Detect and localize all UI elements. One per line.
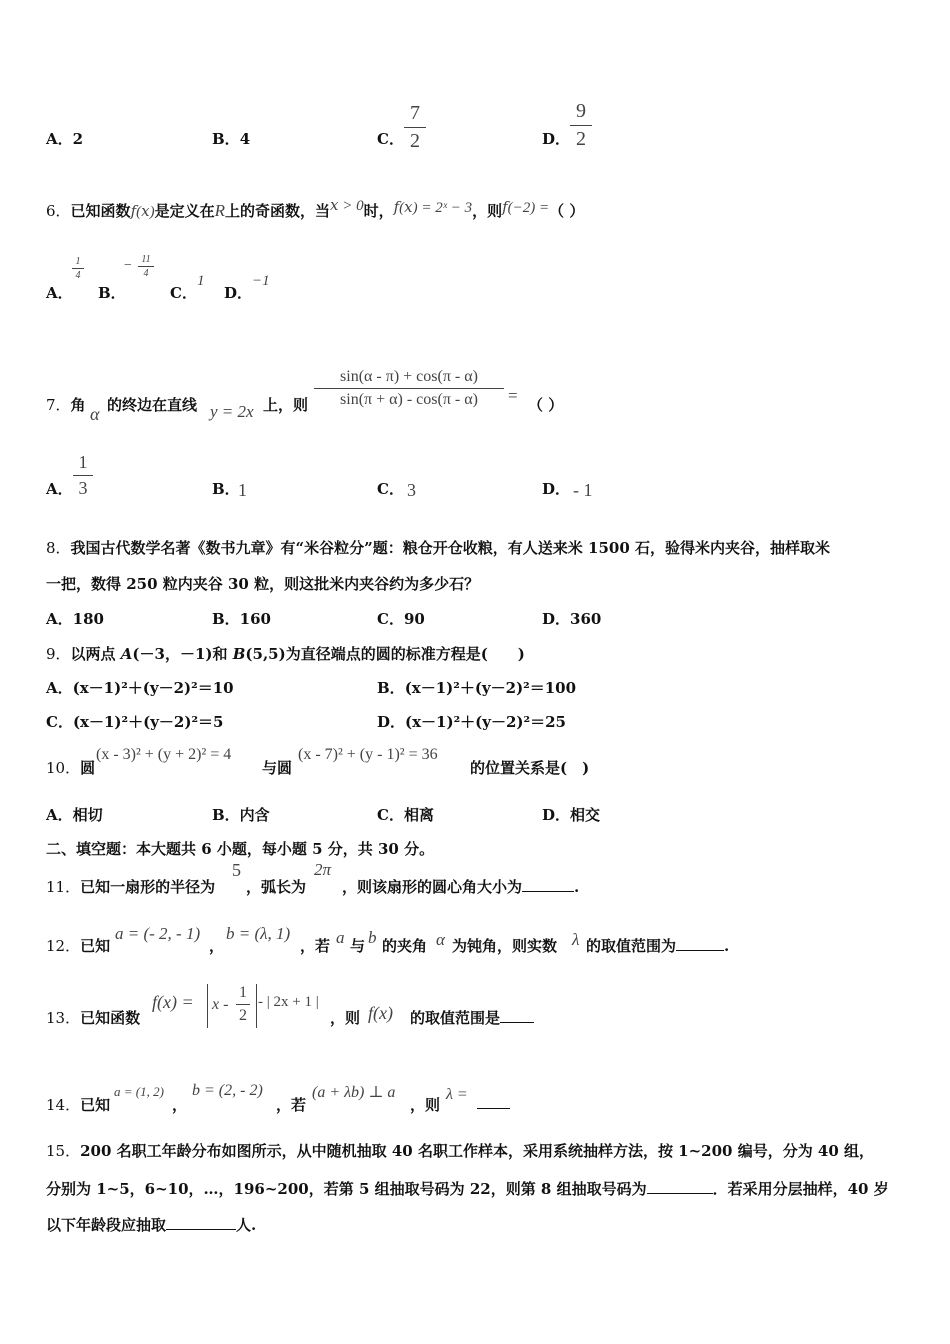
q11-arc (314, 860, 331, 880)
q5-option-d (542, 128, 570, 149)
option-label: A． (46, 480, 73, 498)
option-text: A．180 (46, 610, 104, 628)
q7-option-b (212, 478, 240, 499)
text: 我国古代数学名著《数书九章》有“米谷粒分”题：粮仓开仓收粮，有人送来米 1500 石，验得米内夹谷，抽样取米 (70, 539, 831, 557)
q7-stem-left (46, 394, 86, 415)
text: ，则 (410, 1096, 441, 1114)
text: 已知函数 (80, 1009, 141, 1027)
answer-blank[interactable] (477, 1094, 510, 1109)
math-lambda: λ (572, 930, 580, 949)
text: 人. (236, 1216, 257, 1234)
q9-option-b (377, 677, 576, 698)
numerator: sin(α - π) + cos(π - α) (340, 368, 478, 385)
q7-stem-mid (107, 394, 197, 415)
q13-fx (368, 1003, 393, 1024)
option-label: C． (377, 130, 404, 148)
answer-blank[interactable] (522, 877, 574, 892)
option-value: 1 (238, 480, 247, 500)
math-circle-2: (x - 7)² + (y - 1)² = 36 (298, 746, 438, 763)
q15-stem-line1 (46, 1140, 874, 1161)
math-vector-b: b = (2, - 2) (192, 1082, 263, 1099)
q8-option-d (542, 608, 601, 629)
option-label: C． (46, 713, 73, 731)
text: 已知 (80, 1096, 111, 1114)
text: 圆 (80, 759, 96, 777)
minus-sign: − (124, 258, 132, 273)
option-label: A． (46, 284, 73, 302)
answer-blank[interactable] (166, 1215, 236, 1230)
q12-lambda (572, 930, 579, 950)
math-vector-a: a = (- 2, - 1) (115, 924, 201, 943)
text: 上的奇函数，当 (224, 202, 330, 220)
denominator: 2 (239, 1007, 247, 1024)
text: （ ） (549, 202, 585, 220)
q7-paren (528, 394, 563, 415)
q11-stem-right (342, 876, 579, 897)
text: ，弧长为 (246, 878, 307, 896)
section-title: 二、填空题：本大题共 6 小题，每小题 5 分，共 30 分。 (46, 840, 435, 858)
option-value: 1 (197, 273, 205, 289)
denominator: 2 (410, 130, 420, 152)
q7-option-d-value (573, 480, 593, 501)
option-value: −1 (252, 273, 270, 289)
numerator: 1 (75, 256, 81, 267)
q10-stem-right (470, 757, 589, 778)
q7-option-a-fraction (73, 452, 93, 499)
q9-stem (46, 643, 525, 664)
text: 200 名职工年龄分布如图所示，从中随机抽取 40 名职工作样本，采用系统抽样方法，按 1~200 编号，分为 40 组， (80, 1142, 875, 1160)
q12-stem-left (46, 935, 110, 956)
math-circle-1: (x - 3)² + (y + 2)² = 4 (96, 746, 232, 763)
answer-blank[interactable] (647, 1179, 713, 1194)
math-line: y = 2x (210, 402, 254, 421)
text: ，则 (330, 1009, 361, 1027)
text: 时， (363, 202, 394, 220)
q8-stem-line1 (46, 537, 830, 558)
question-number: 12． (46, 937, 81, 955)
option-text: B．160 (212, 610, 271, 628)
q15-stem-line2 (46, 1178, 889, 1199)
option-value: (x－1)²＋(y－2)²＝100 (404, 679, 577, 697)
text: 为钝角，则实数 (452, 937, 558, 955)
math-alpha: α (90, 404, 100, 424)
q15-stem-line3 (46, 1214, 256, 1235)
text: 一把，数得 250 粒内夹谷 30 粒，则这批米内夹谷约为多少石？ (46, 575, 480, 593)
q10-circle-2 (298, 746, 438, 764)
q7-option-d (542, 478, 570, 499)
math-abs-2x-plus-1: - | 2x + 1 | (258, 994, 319, 1010)
option-label: B． (212, 130, 240, 148)
text: ．若采用分层抽样，40 岁 (712, 1180, 889, 1198)
option-text: C．90 (377, 610, 425, 628)
option-text: D．360 (542, 610, 602, 628)
q12-alpha (436, 930, 445, 950)
numerator: 1 (78, 452, 88, 472)
math-condition: 𝑥 > 0 (330, 198, 364, 214)
math-vector-b: b = (λ, 1) (226, 924, 291, 943)
q6-option-a-fraction (72, 256, 84, 281)
text: ，若 (276, 1096, 307, 1114)
answer-blank[interactable] (676, 936, 724, 951)
q7-option-a (46, 478, 73, 499)
option-label: B． (98, 284, 126, 302)
text: ，若 (300, 937, 331, 955)
math-fx: f(x) = (152, 992, 194, 1012)
math-definition: 𝑓(𝑥) = 2ˣ − 3 (393, 200, 473, 216)
equals-sign: = (508, 386, 518, 405)
point-a: A (120, 645, 133, 663)
text: ， (172, 1096, 188, 1114)
math-ask: 𝑓(−2) = (502, 200, 550, 216)
q14-condition (312, 1082, 395, 1102)
option-label: D． (224, 284, 253, 302)
q13-stem-left (46, 1007, 140, 1028)
text: 已知函数 (70, 202, 131, 220)
option-label: D． (542, 130, 571, 148)
q8-stem-line2 (46, 573, 479, 594)
question-number: 7． (46, 396, 71, 414)
text: (－3，－1)和 (132, 645, 233, 663)
text: 与 (350, 937, 366, 955)
text: . (724, 937, 730, 955)
q7-alpha (90, 404, 99, 425)
text: 与圆 (262, 759, 293, 777)
q12-vector-b (226, 924, 290, 944)
question-number: 8． (46, 539, 71, 557)
numerator: 11 (141, 254, 151, 265)
text: ，则 (472, 202, 503, 220)
q7-line (210, 402, 254, 422)
q14-vector-a (114, 1084, 164, 1100)
option-label: D． (377, 713, 406, 731)
q13-half-fraction (236, 984, 250, 1025)
q8-option-c (377, 608, 425, 629)
q8-option-a (46, 608, 104, 629)
q7-fraction (314, 368, 504, 409)
text: 的取值范围是 (410, 1009, 501, 1027)
answer-blank[interactable] (500, 1008, 534, 1023)
q13-abs-x (212, 996, 228, 1014)
denominator: 3 (78, 478, 88, 498)
question-number: 15． (46, 1142, 81, 1160)
q9-option-d (377, 711, 566, 732)
q14-vector-b (192, 1082, 263, 1100)
q12-stem-right (586, 935, 729, 956)
q6-option-b (98, 282, 126, 303)
q7-stem-right (263, 394, 308, 415)
q9-option-c (46, 711, 223, 732)
option-value: (x－1)²＋(y－2)²＝5 (72, 713, 224, 731)
denominator: 4 (143, 268, 149, 279)
math-R: R (214, 201, 225, 220)
option-value: 2 (72, 130, 84, 148)
math-radius: 5 (232, 860, 241, 880)
option-label: C． (377, 480, 404, 498)
q12-angle-text (382, 935, 427, 956)
q13-function-lhs (152, 992, 194, 1013)
q12-b (368, 928, 377, 948)
option-value: 3 (407, 480, 416, 500)
text: 分别为 1~5，6~10，…，196~200，若第 5 组抽取号码为 22，则第 8 组抽取号码为 (46, 1180, 647, 1198)
q10-option-b (212, 804, 270, 825)
math-arc-length: 2π (314, 860, 332, 879)
numerator: 1 (239, 984, 247, 1001)
text: 的夹角 (382, 937, 428, 955)
denominator: sin(π + α) - cos(π - α) (340, 391, 478, 408)
q12-stem-mid (300, 935, 330, 956)
q6-option-b-fraction (138, 254, 154, 279)
point-b: B (232, 645, 246, 663)
q5-option-d-fraction (570, 100, 592, 151)
question-number: 14． (46, 1096, 81, 1114)
option-label: B． (377, 679, 405, 697)
q13-then (330, 1007, 360, 1028)
q12-comma (209, 935, 224, 956)
q7-option-c-value (407, 480, 416, 501)
q10-option-a (46, 804, 103, 825)
text: ， (209, 937, 225, 955)
math-x: x - (212, 996, 229, 1013)
q6-stem (46, 200, 584, 221)
question-number: 11． (46, 878, 81, 896)
q6-option-d (224, 282, 252, 303)
q11-radius (232, 860, 241, 881)
option-label: A． (46, 679, 73, 697)
question-number: 10． (46, 759, 81, 777)
q7-option-c (377, 478, 404, 499)
answer-paren: （ ） (528, 396, 564, 414)
option-value: 4 (239, 130, 251, 148)
text: 已知一扇形的半径为 (80, 878, 216, 896)
question-number: 6． (46, 202, 71, 220)
q10-circle-1 (96, 746, 231, 764)
q13-tail (258, 994, 319, 1011)
option-value: (x－1)²＋(y－2)²＝25 (405, 713, 566, 731)
q6-option-d-value (252, 273, 270, 290)
section-heading (46, 838, 434, 859)
q12-a (336, 928, 345, 948)
option-value: - 1 (573, 480, 593, 500)
q13-stem-right (410, 1007, 534, 1028)
q10-option-c (377, 804, 434, 825)
option-text: B．内含 (212, 806, 270, 824)
numerator: 7 (410, 102, 420, 124)
math-vector-a: a = (1, 2) (114, 1084, 164, 1099)
text: 的取值范围为 (586, 937, 677, 955)
q5-option-c (377, 128, 404, 149)
q10-stem-mid (262, 757, 292, 778)
q10-stem-left (46, 757, 95, 778)
q6-option-b-sign (124, 258, 132, 274)
option-label: A． (46, 130, 73, 148)
text: 角 (70, 396, 86, 414)
question-number: 13． (46, 1009, 81, 1027)
math-a: a (336, 928, 345, 947)
q11-stem-left (46, 876, 215, 897)
option-label: D． (542, 480, 571, 498)
denominator: 2 (576, 128, 586, 150)
math-b: b (368, 928, 377, 947)
numerator: 9 (576, 100, 586, 122)
q11-stem-mid (246, 876, 306, 897)
text: . (574, 878, 580, 896)
q5-option-a (46, 128, 83, 149)
option-label: B． (212, 480, 240, 498)
text: 已知 (80, 937, 111, 955)
q14-ask (446, 1086, 468, 1104)
option-value: (x－1)²＋(y－2)²＝10 (72, 679, 234, 697)
math-lambda-eq: λ = (446, 1086, 468, 1103)
q6-option-a (46, 282, 73, 303)
text: (5,5)为直径端点的圆的标准方程是( ) (245, 645, 525, 663)
text: 上，则 (263, 396, 309, 414)
q5-option-c-fraction (404, 102, 426, 153)
text: 是定义在 (154, 202, 215, 220)
q12-with (350, 935, 365, 956)
denominator: 4 (75, 270, 81, 281)
q10-option-d (542, 804, 600, 825)
option-text: C．相离 (377, 806, 434, 824)
q12-vector-a (115, 924, 200, 944)
q14-if (276, 1094, 306, 1115)
math-fx: 𝑓(𝑥) (130, 204, 155, 220)
q14-blank (477, 1094, 510, 1113)
option-text: A．相切 (46, 806, 103, 824)
q12-obtuse-text (452, 935, 557, 956)
text: 以下年龄段应抽取 (46, 1216, 167, 1234)
q9-option-a (46, 677, 234, 698)
math-alpha: α (436, 930, 445, 949)
math-perpendicular: (a + λb) ⊥ a (312, 1084, 396, 1101)
text: 以两点 (70, 645, 121, 663)
q7-option-b-value (238, 480, 247, 501)
q8-option-b (212, 608, 271, 629)
q14-stem-left (46, 1094, 110, 1115)
q7-equals (508, 386, 518, 406)
text: ，则该扇形的圆心角大小为 (342, 878, 523, 896)
q6-option-c (170, 282, 197, 303)
text: 的终边在直线 (107, 396, 198, 414)
q14-then (410, 1094, 440, 1115)
text: 的位置关系是( ) (470, 759, 590, 777)
option-text: D．相交 (542, 806, 601, 824)
q6-option-c-value (197, 273, 205, 290)
q14-comma (172, 1094, 187, 1115)
option-label: C． (170, 284, 197, 302)
question-number: 9． (46, 645, 71, 663)
math-fx: f(x) (368, 1003, 393, 1023)
q5-option-b (212, 128, 250, 149)
